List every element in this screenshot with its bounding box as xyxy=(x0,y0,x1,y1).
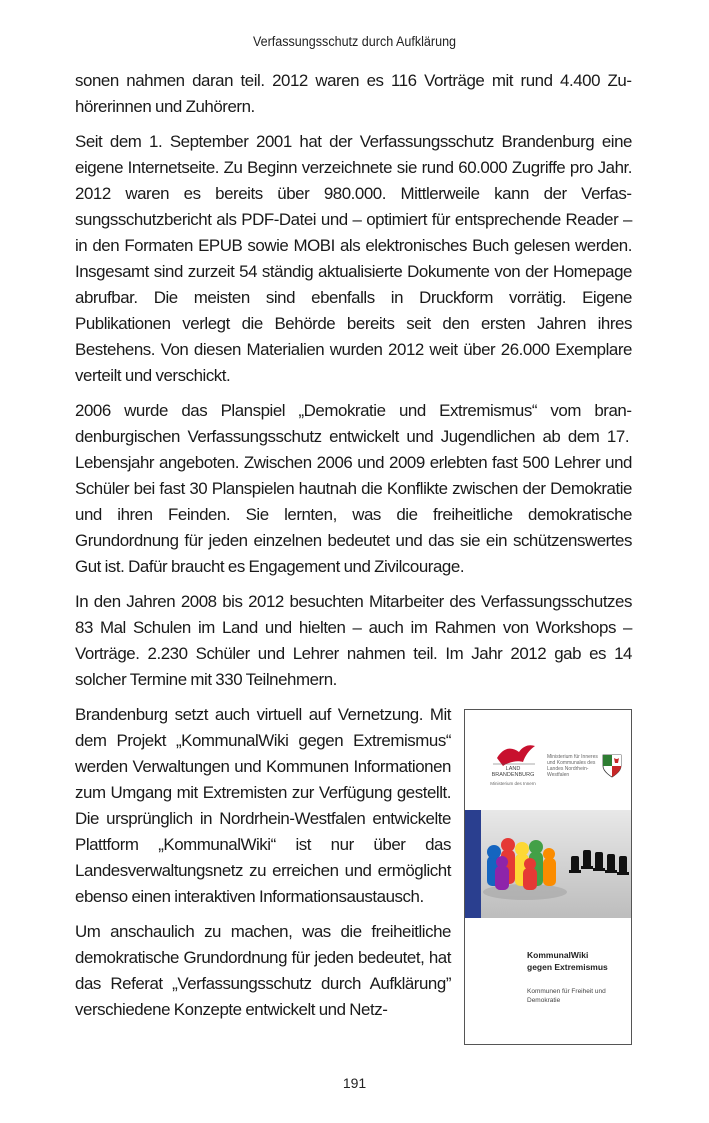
brochure-subtitle: Demokratie xyxy=(527,997,561,1004)
brochure-cover-image xyxy=(464,709,632,1045)
nrw-crest-icon xyxy=(602,754,622,778)
brandenburg-logo-text: LAND BRANDENBURG xyxy=(491,766,535,778)
paragraph: Um anschaulich zu machen, was die freiheitliche demokratische Grundordnung für jeden bedeutet, hat das Referat „Verfassungsschutz durch Aufklärung” verschiedene Konzepte entwickelt und Netz- xyxy=(75,922,451,1019)
game-pieces-photo xyxy=(465,810,632,918)
figures-illustration xyxy=(465,810,632,918)
brochure-subtitle: Kommunen für Freiheit und xyxy=(527,988,606,995)
paragraph: In den Jahren 2008 bis 2012 besuchten Mitarbeiter des Verfassungsschutzes 83 Mal Schulen im Land und hielten – auch im Rahmen von Workshops – Vorträge. 2.230 Schüler und Lehrer nahmen teil. Im Jahr 2012 gab es 14 solcher Termine mit 330 Teilnehmern. xyxy=(75,592,632,689)
paragraph: Seit dem 1. September 2001 hat der Verfassungsschutz Brandenburg eine eigene Internetseite. Zu Beginn verzeichnete sie rund 60.000 Zugriffe pro Jahr. 2012 waren es bereits über 980.000. Mittlerweile kann der Verfassungsschutzbericht als PDF-Datei und – optimiert für entsprechende Reader – in den Formaten EPUB sowie MOBI als elektronisches Buch gelesen werden. Insgesamt sind zurzeit 54 ständig aktualisierte Dokumente von der Homepage abrufbar. Die meisten sind ebenfalls in Druckform vorrätig. Eigene Publikationen verlegt die Behörde bereits seit den ersten Jahren ihres Bestehens. Von diesen Materialien wurden 2012 weit über 26.000 Exemplare verteilt und verschickt. xyxy=(75,132,632,385)
brochure-title: KommunalWiki xyxy=(527,950,589,960)
brochure-title: gegen Extremismus xyxy=(527,962,608,972)
paragraph: 2006 wurde das Planspiel „Demokratie und Extremismus“ vom brandenburgischen Verfassungsschutz entwickelt und Jugendlichen ab dem 17. Lebensjahr angeboten. Zwischen 2006 und 2009 erlebten fast 500 Lehrer und Schüler bei fast 30 Planspielen hautnah die Konflikte zwischen der Demokratie und ihren Feinden. Sie lernten, was die freiheitliche demokratische Grundordnung für jeden einzelnen bedeutet und das sie ein schützenswertes Gut ist. Dafür braucht es Engagement und Zivilcourage. xyxy=(75,401,632,576)
paragraph: Brandenburg setzt auch virtuell auf Vernetzung. Mit dem Projekt „KommunalWiki gegen Extremismus“ werden Verwaltungen und Kommunen Informationen zum Umgang mit Extremisten zur Verfügung gestellt. Die ursprünglich in Nordrhein-Westfalen entwickelte Plattform „KommunalWiki“ ist nur über das Landesverwaltungsnetz zu erreichen und ermöglicht ebenso einen interaktiven Informationsaustausch. xyxy=(75,705,451,906)
nrw-ministry-text: Ministerium für Inneres und Kommunales des Landes Nordrhein-Westfalen xyxy=(547,754,598,778)
brandenburg-logo-subtext: Ministerium des Innern xyxy=(490,781,536,786)
page-number: 191 xyxy=(342,1075,367,1091)
paragraph: sonen nahmen daran teil. 2012 waren es 116 Vorträge mit rund 4.400 Zuhörerinnen und Zuhörern. xyxy=(75,71,632,116)
running-header: Verfassungsschutz durch Aufklärung xyxy=(252,34,457,49)
